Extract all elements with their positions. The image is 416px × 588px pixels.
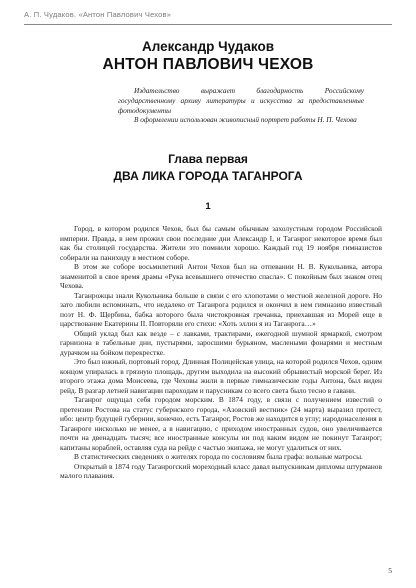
paragraph: Открытый в 1874 году Таганрогский мореходный класс давал выпускникам дипломы штурманов малого плавания. [60,461,382,480]
paragraph: Общий уклад был как везде – с лавками, трактирами, ежегодной шумной ярмаркой, смотром гарнизона в табельные дни, пустырями, заросшими бурьяном, маслеными фонарями и местным дурачком на бойком перекрестке. [60,328,382,357]
paragraph: В статистических сведениях о жителях города по сословиям была графа: вольные матросы. [74,452,363,461]
publisher-note: В оформлении использован живописный портрет работы Н. П. Чехова [134,115,357,125]
paragraph: Город, в котором родился Чехов, был бы самым обычным захолустным городом Российской империи. Правда, в нем прожил свои последние дни Александр I, и Таганрог некоторое время был как бы столицей государства. Жители это помнили хорошо. Каждый год 19 ноября гимназистов собирали на панихиду в местном соборе. [60,224,382,262]
paragraph: Это был южный, портовый город. Длинная Полицейская улица, на которой родился Чехов, одним концом упиралась в грязную площадь, другим выходила на высокий обрывистый морской берег. Из второго этажа дома Моисеева, где Чеховы жили в первые гимназические годы Антона, был виден рейд. В разгар летней навигации пароходам и парусникам со всего света было тесно в гавани. [60,357,382,395]
chapter-body [60,224,382,481]
paragraph: В этом же соборе восьмилетний Антон Чехов был на отпевании Н. В. Кукольника, автора знаменитой в свое время драмы «Рука всевышнего отечество спасла». С покойным был знаком отец Чехова. [60,262,382,290]
chapter-label: Глава первая [168,152,248,166]
running-head: А. П. Чудаков. «Антон Павлович Чехов» [24,10,172,19]
publisher-note: Издательство выражает благодарность Российскому государственному архиву литературы и искусства за предоставленные фотодокументы [118,86,364,115]
section-number: 1 [205,201,211,212]
header-rule [24,24,392,25]
paragraph: Таганрог ощущал себя городом морским. В 1874 году, в связи с получением известий о претензии Ростова на статус губернского города, «Азовский вестник» (24 марта) выразил протест, ибо: центр будущей губернии, конечно, есть Таганрог, Ростов же находится в углу; народонаселения в Таганроге нисколько не менее, а в навигацию, с приходом иностранных судов, оно увеличивается почти на двенадцать тысяч; все иностранные консулы ни под каким видом не покинут Таганрог; капитаны кораблей, оставляя суда на рейде с частью экипажа, не могут удалиться от них. [60,395,382,452]
book-title: АНТОН ПАВЛОВИЧ ЧЕХОВ [102,56,314,73]
author-name: Александр Чудаков [142,39,274,54]
paragraph: Таганрожцы знали Кукольника больше в связи с его хлопотами о местной железной дороге. Но зато любили вспоминать, что недалеко от Таганрога родился и окончил в нем гимназию известный поэт Н. Ф. Щербина, бабка которого была чистокровная гречанка, приехавшая из Морей еще в царствование Екатерины II. Повторяли его стихи: «Хоть эллин я из Таганрога…» [60,290,382,328]
page-number: 5 [388,566,392,575]
chapter-title: ДВА ЛИКА ГОРОДА ТАГАНРОГА [113,169,303,183]
publisher-notes [118,86,364,125]
